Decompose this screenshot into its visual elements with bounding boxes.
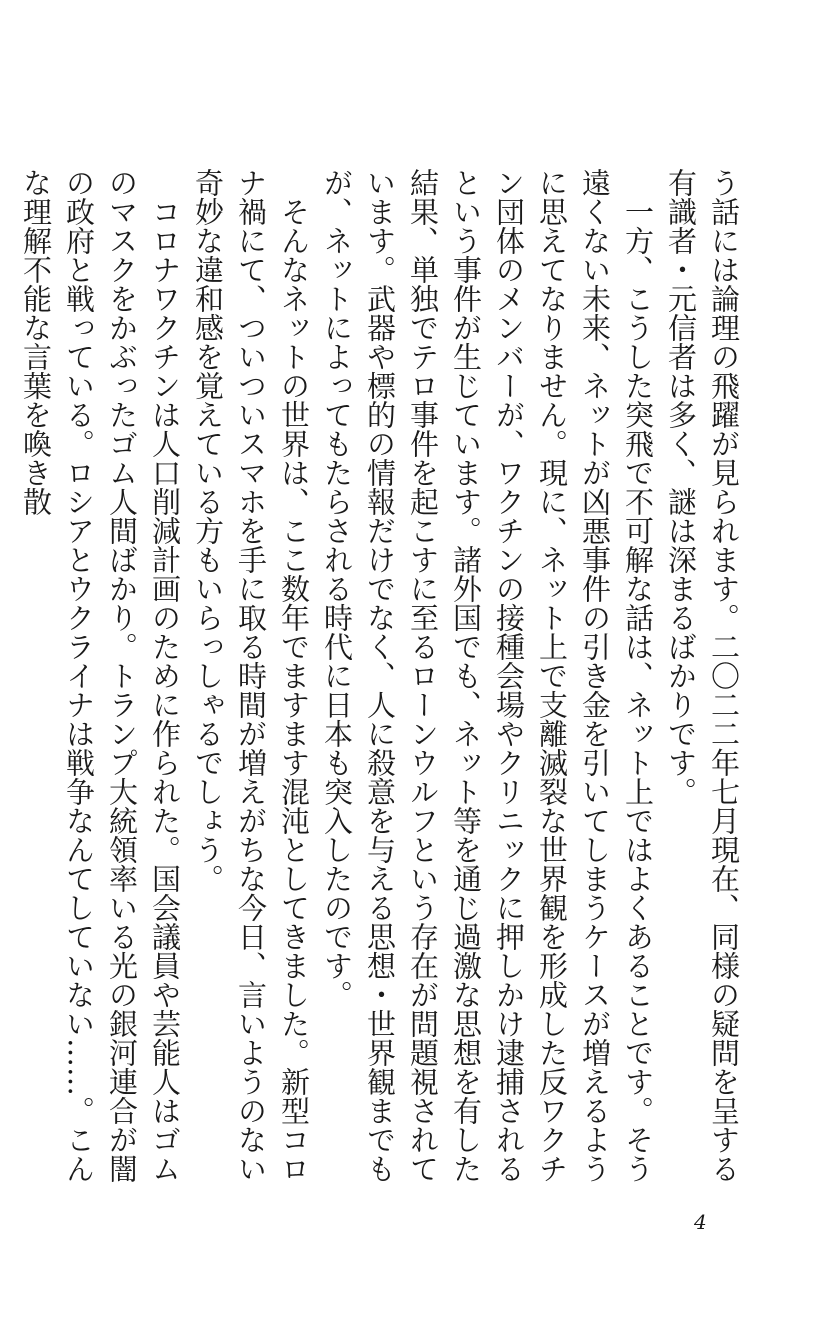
page-number: 4 xyxy=(694,1210,707,1234)
paragraph-3: そんなネットの世界は、ここ数年でますます混沌としてきました。新型コロナ禍にて、ついついスマホを手に取る時間が増えがちな今日、言いようのない奇妙な違和感を覚えている方もいらっしゃるでしょう。 xyxy=(191,168,311,1183)
paragraph-1: う話には論理の飛躍が見られます。二〇二二年七月現在、同様の疑問を呈する有識者・元信者は多く、謎は深まるばかりです。 xyxy=(664,168,741,1183)
vertical-text-body xyxy=(19,168,745,1188)
paragraph-2: 一方、こうした突飛で不可解な話は、ネット上ではよくあることです。そう遠くない未来、ネットが凶悪事件の引き金を引いてしまうケースが増えるように思えてなりません。現に、ネット上で支離滅裂な世界観を形成した反ワクチン団体のメンバーが、ワクチンの接種会場やクリニックに押しかけ逮捕されるという事件が生じています。諸外国でも、ネット等を通じ過激な思想を有した結果、単独でテロ事件を起こすに至るローンウルフという存在が問題視されています。武器や標的の情報だけでなく、人に殺意を与える思想・世界観までもが、ネットによってもたらされる時代に日本も突入したのです。 xyxy=(320,168,655,1183)
paragraph-4: コロナワクチンは人口削減計画のために作られた。国会議員や芸能人はゴムのマスクをかぶったゴム人間ばかり。トランプ大統領率いる光の銀河連合が闇の政府と戦っている。ロシアとウクライナは戦争なんてしていない……。こんな理解不能な言葉を喚き散 xyxy=(19,168,182,1183)
